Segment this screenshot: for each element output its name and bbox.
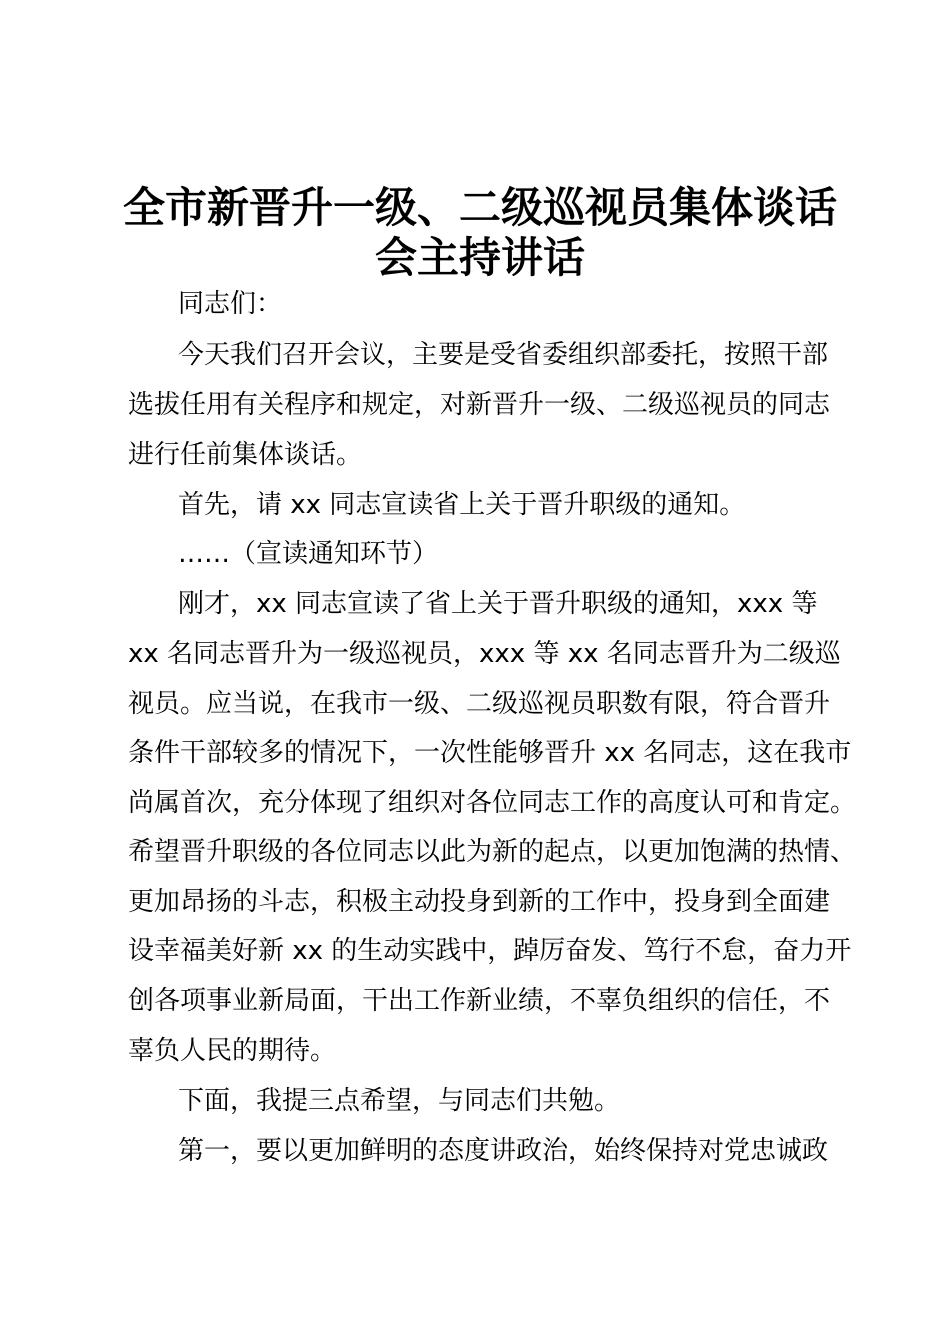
paragraph-line: 今天我们召开会议，主要是受省委组织部委托，按照干部 <box>178 340 829 370</box>
paragraph-line: 设幸福美好新 xx 的生动实践中，踔厉奋发、笃行不怠，奋力开 <box>128 936 852 966</box>
paragraph-line: 条件干部较多的情况下，一次性能够晋升 xx 名同志，这在我市 <box>128 738 852 768</box>
paragraph-line: 下面，我提三点希望，与同志们共勉。 <box>178 1086 621 1116</box>
paragraph-line: 选拔任用有关程序和规定，对新晋升一级、二级巡视员的同志 <box>128 390 831 420</box>
paragraph-line: 刚才，xx 同志宣读了省上关于晋升职级的通知，xxx 等 <box>178 589 818 619</box>
paragraph-line: 视员。应当说，在我市一级、二级巡视员职数有限，符合晋升 <box>128 689 831 719</box>
paragraph-line: 首先，请 xx 同志宣读省上关于晋升职级的通知。 <box>178 490 746 520</box>
document-title-line-2: 会主持讲话 <box>374 233 585 282</box>
paragraph-line: 创各项事业新局面，干出工作新业绩，不辜负组织的信任，不 <box>128 986 831 1016</box>
paragraph-line: 希望晋升职级的各位同志以此为新的起点，以更加饱满的热情、 <box>128 837 857 867</box>
paragraph-line: 辜负人民的期待。 <box>128 1036 337 1066</box>
document-title-line-1: 全市新晋升一级、二级巡视员集体谈话 <box>122 183 837 232</box>
paragraph-line: 第一，要以更加鲜明的态度讲政治，始终保持对党忠诚政 <box>178 1136 829 1166</box>
paragraph-line: 更加昂扬的斗志，积极主动投身到新的工作中，投身到全面建 <box>128 887 831 917</box>
salutation: 同志们： <box>178 289 283 319</box>
paragraph-line: 尚属首次，充分体现了组织对各位同志工作的高度认可和肯定。 <box>128 788 857 818</box>
paragraph-line: 进行任前集体谈话。 <box>128 440 363 470</box>
paragraph-line: ……（宣读通知环节） <box>178 539 439 569</box>
paragraph-line: xx 名同志晋升为一级巡视员，xxx 等 xx 名同志晋升为二级巡 <box>128 639 841 669</box>
